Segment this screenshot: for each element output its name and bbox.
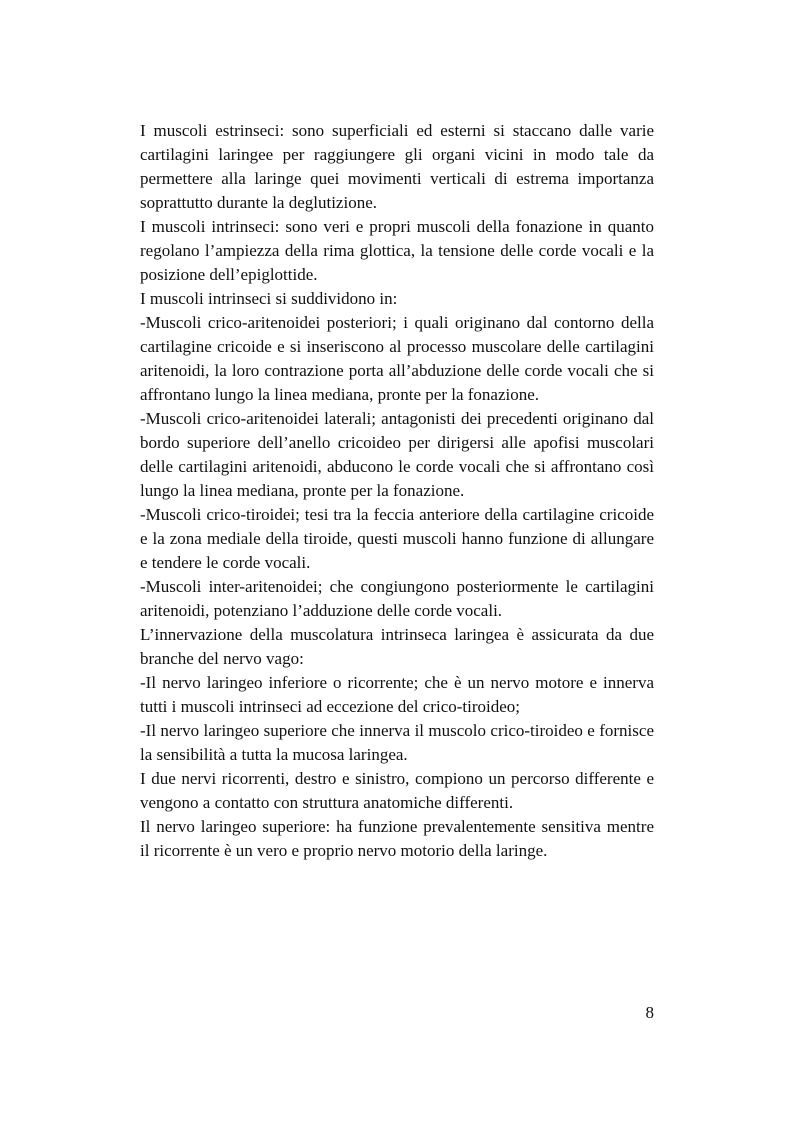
paragraph-muscoli-estrinseci: I muscoli estrinseci: sono superficiali ed esterni si staccano dalle varie cartilagini laringee per raggiungere gli organi vicini in modo tale da permettere alla laringe quei movimenti verticali di estrema importanza soprattutto durante la deglutizione. — [140, 121, 654, 212]
paragraph-nervo-inferiore: -Il nervo laringeo inferiore o ricorrente; che è un nervo motore e innerva tutti i muscoli intrinseci ad eccezione del crico-tiroideo; — [140, 673, 654, 716]
paragraph-crico-tiroidei: -Muscoli crico-tiroidei; tesi tra la feccia anteriore della cartilagine cricoide e la zona mediale della tiroide, questi muscoli hanno funzione di allungare e tendere le corde vocali. — [140, 505, 654, 572]
paragraph-nervo-laringeo-superiore: Il nervo laringeo superiore: ha funzione prevalentemente sensitiva mentre il ricorrente è un vero e proprio nervo motorio della laringe. — [140, 817, 654, 860]
body-text — [140, 119, 654, 863]
paragraph-crico-aritenoidei-laterali: -Muscoli crico-aritenoidei laterali; antagonisti dei precedenti originano dal bordo superiore dell’anello cricoideo per dirigersi alle apofisi muscolari delle cartilagini aritenoidi, abducono le corde vocali che si affrontano così lungo la linea mediana, pronte per la fonazione. — [140, 409, 654, 500]
paragraph-suddivisione: I muscoli intrinseci si suddividono in: — [140, 289, 398, 308]
paragraph-muscoli-intrinseci: I muscoli intrinseci: sono veri e propri muscoli della fonazione in quanto regolano l’ampiezza della rima glottica, la tensione delle corde vocali e la posizione dell’epiglottide. — [140, 217, 654, 284]
paragraph-crico-aritenoidei-posteriori: -Muscoli crico-aritenoidei posteriori; i quali originano dal contorno della cartilagine cricoide e si inseriscono al processo muscolare delle cartilagini aritenoidi, la loro contrazione porta all’abduzione delle corde vocali che si affrontano lungo la linea mediana, pronte per la fonazione. — [140, 313, 654, 404]
paragraph-nervo-superiore: -Il nervo laringeo superiore che innerva il muscolo crico-tiroideo e fornisce la sensibilità a tutta la mucosa laringea. — [140, 721, 654, 764]
paragraph-nervi-ricorrenti: I due nervi ricorrenti, destro e sinistro, compiono un percorso differente e vengono a contatto con struttura anatomiche differenti. — [140, 769, 654, 812]
paragraph-inter-aritenoidei: -Muscoli inter-aritenoidei; che congiungono posteriormente le cartilagini aritenoidi, potenziano l’adduzione delle corde vocali. — [140, 577, 654, 620]
paragraph-innervazione: L’innervazione della muscolatura intrinseca laringea è assicurata da due branche del nervo vago: — [140, 625, 654, 668]
page-number: 8 — [645, 1003, 654, 1022]
